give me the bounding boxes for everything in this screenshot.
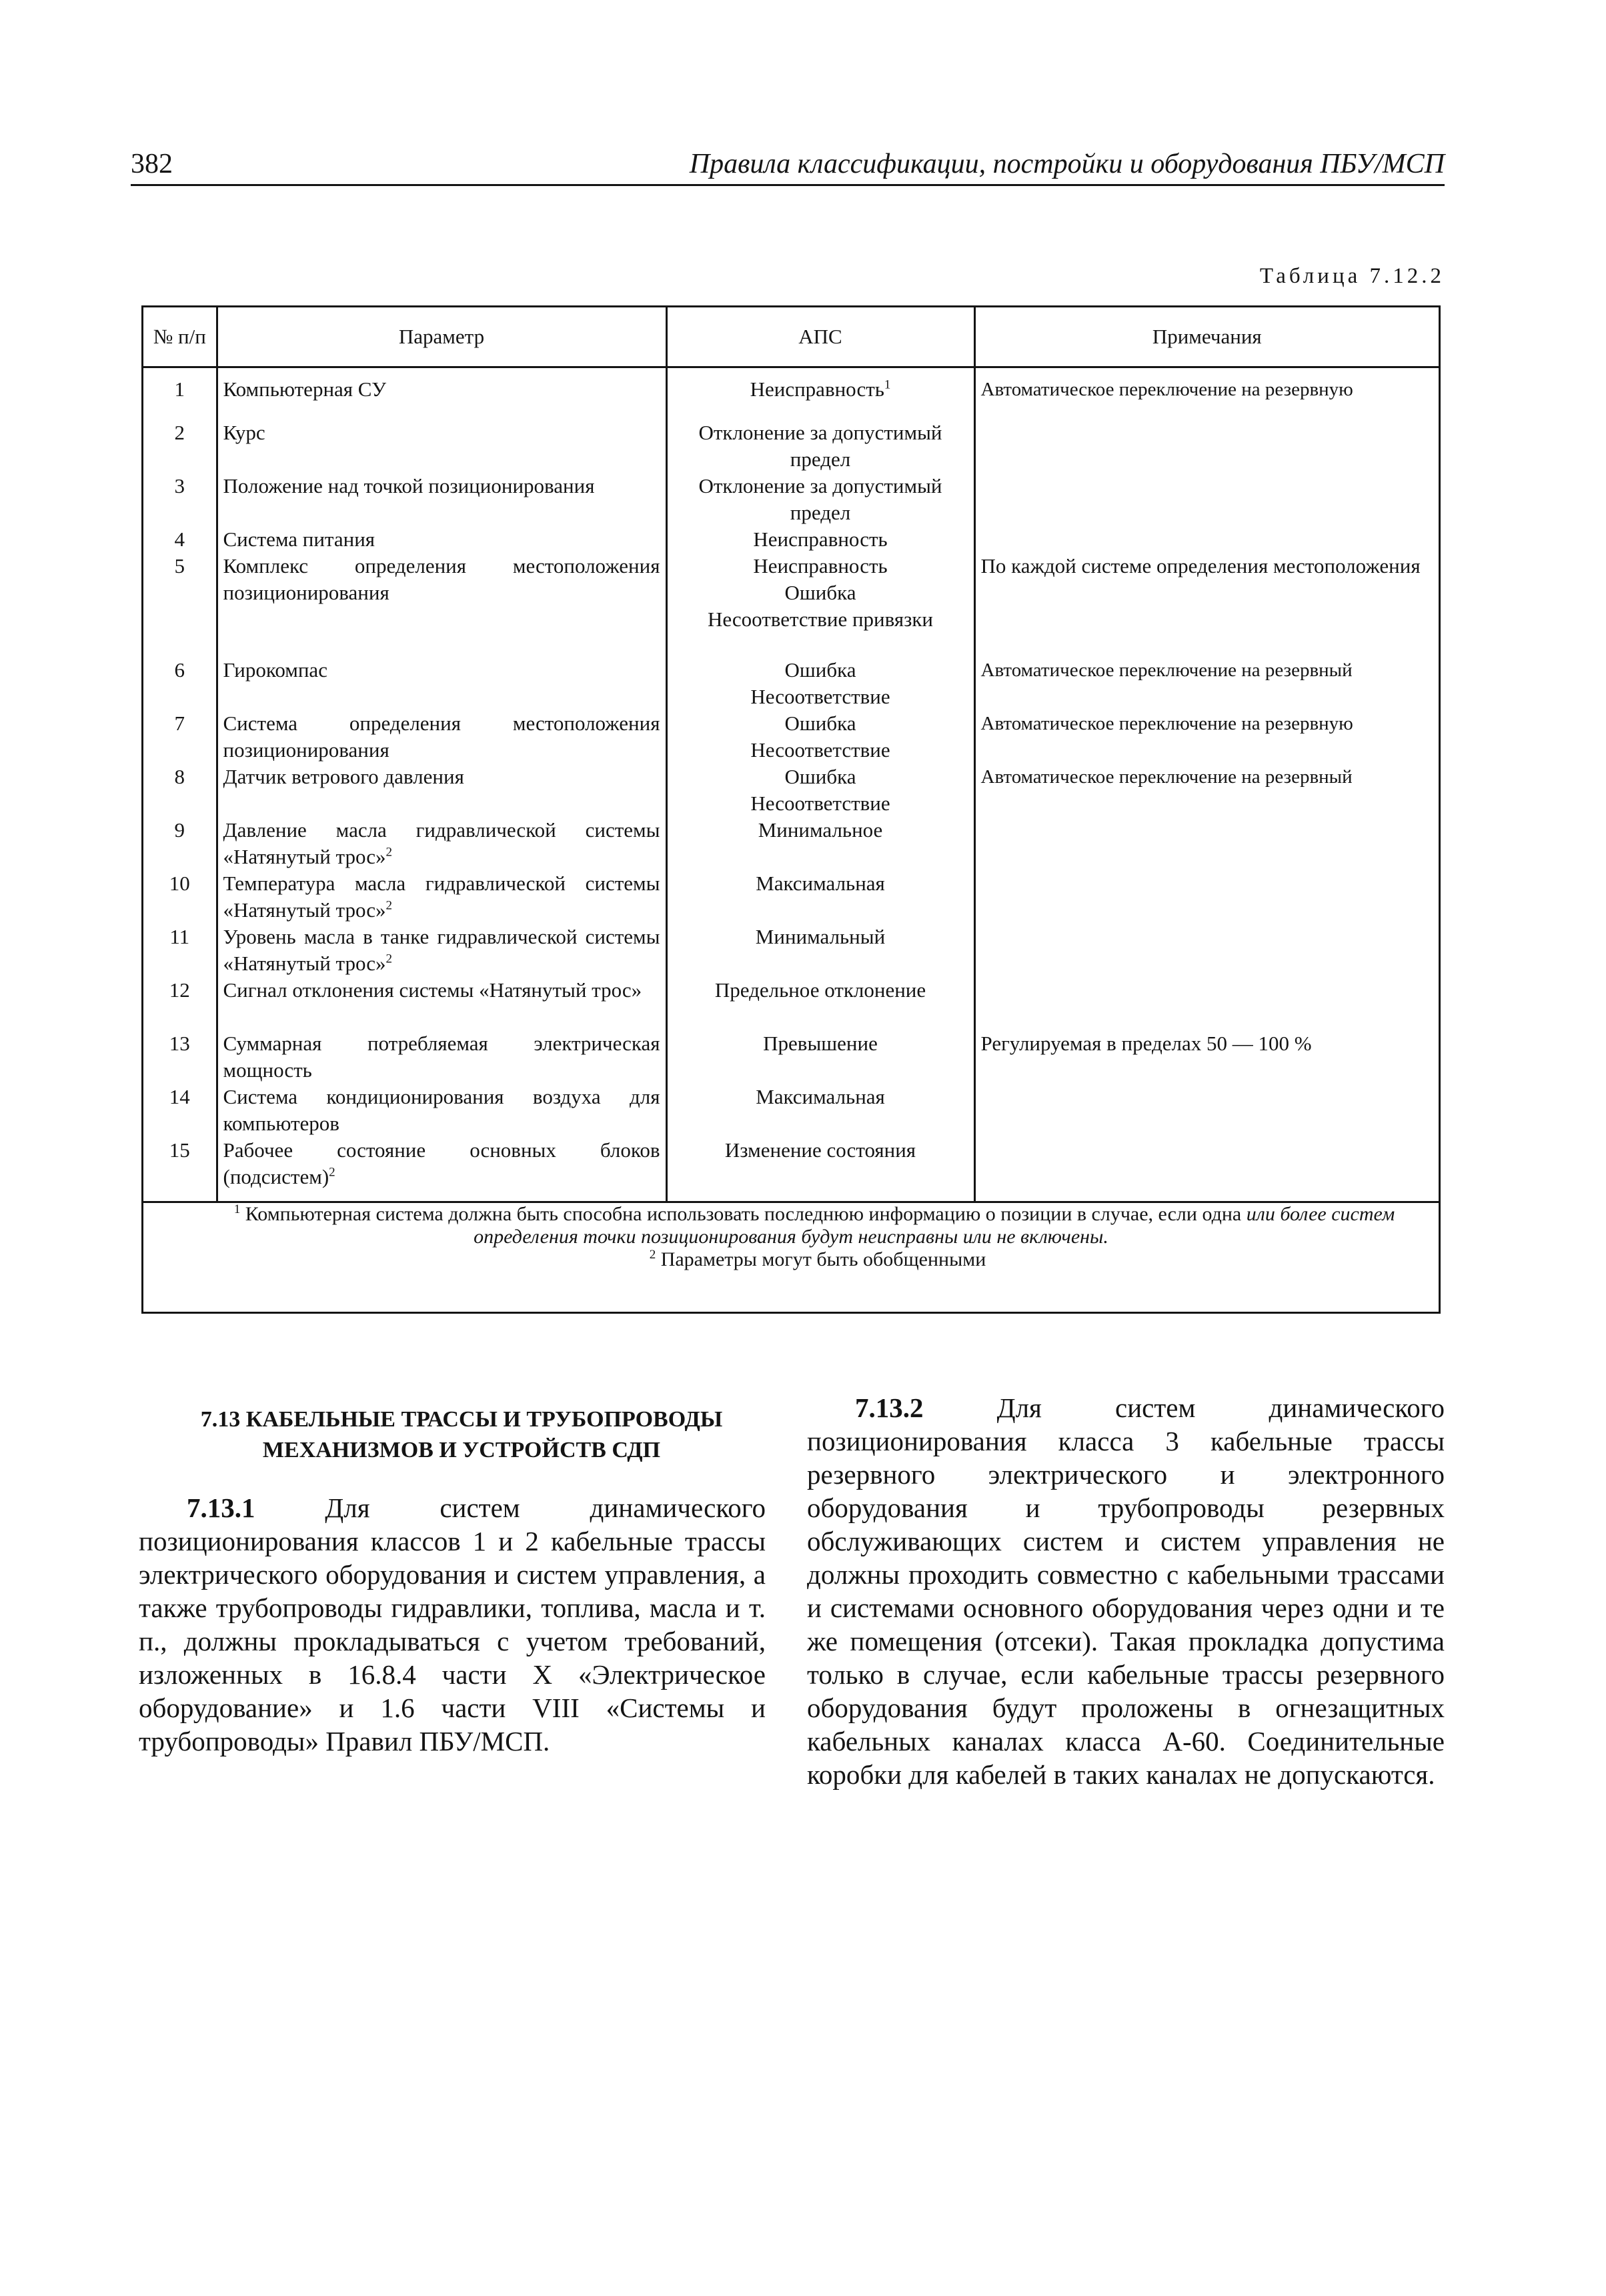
row-aps-text: Минимальный: [755, 924, 886, 948]
running-title: Правила классификации, постройки и оборудования ПБУ/МСП: [689, 149, 1445, 179]
table-header-row: [143, 307, 1439, 367]
row-aps: [666, 977, 974, 1030]
table-row: [143, 710, 1439, 764]
row-note: [974, 817, 1439, 870]
row-aps: [666, 710, 974, 764]
row-number: [143, 657, 217, 710]
row-aps: [666, 473, 974, 526]
row-note: [974, 473, 1439, 526]
footnote-ref: 2: [329, 1165, 335, 1180]
row-note: [974, 924, 1439, 977]
paragraph-7-13-2: [807, 1391, 1445, 1791]
row-number-text: 15: [169, 1138, 190, 1162]
row-number: [143, 1084, 217, 1137]
row-aps-text: Отклонение за допустимый предел: [698, 420, 942, 471]
row-parameter-text: Компьютерная СУ: [223, 377, 387, 401]
table-row: [143, 1137, 1439, 1202]
row-aps-text: Неисправность Ошибка Несоответствие привязки: [707, 553, 934, 631]
row-parameter-text: Датчик ветрового давления: [223, 764, 464, 788]
row-number-text: 12: [169, 978, 190, 1002]
row-aps: [666, 1084, 974, 1137]
row-number-text: 1: [174, 377, 185, 401]
footnote-1: [143, 1203, 1439, 1248]
page-header: [131, 148, 1445, 188]
row-aps-text: Ошибка Несоответствие: [750, 658, 890, 708]
row-aps: [666, 419, 974, 473]
right-column: [807, 1391, 1445, 1791]
row-note: [974, 870, 1439, 924]
row-aps: [666, 367, 974, 419]
row-parameter: [217, 1137, 666, 1202]
row-parameter-text: Температура масла гидравлической системы «Натянутый трос»: [223, 871, 660, 922]
row-parameter-text: Положение над точкой позиционирования: [223, 473, 595, 497]
row-number-text: 6: [174, 658, 185, 682]
row-parameter-text: Уровень масла в танке гидравлической системы «Натянутый трос»: [223, 924, 660, 975]
paragraph-7-13-2-number: 7.13.2: [855, 1392, 924, 1423]
row-aps-text: Неисправность: [750, 377, 884, 401]
row-number: [143, 473, 217, 526]
row-number-text: 13: [169, 1031, 190, 1055]
row-note-text: Автоматическое переключение на резервную: [980, 379, 1353, 400]
row-aps: [666, 1030, 974, 1084]
row-note: [974, 764, 1439, 817]
table-row: [143, 1030, 1439, 1084]
footnote-ref: 2: [385, 845, 393, 860]
row-parameter-text: Система питания: [223, 527, 375, 551]
header-aps: АПС: [666, 307, 974, 367]
row-aps-text: Превышение: [763, 1031, 878, 1055]
row-aps: [666, 553, 974, 657]
row-parameter-text: Гирокомпас: [223, 658, 327, 682]
table-body: [143, 367, 1439, 1202]
row-number-text: 7: [174, 711, 185, 735]
table-row: [143, 419, 1439, 473]
footnote-ref: 2: [385, 898, 393, 913]
row-aps: [666, 526, 974, 553]
row-aps-text: Неисправность: [753, 527, 888, 551]
row-parameter: [217, 977, 666, 1030]
row-aps-text: Изменение состояния: [724, 1138, 916, 1162]
row-aps: [666, 924, 974, 977]
row-number: [143, 1030, 217, 1084]
row-aps: [666, 657, 974, 710]
footnotes-cell: [143, 1202, 1439, 1272]
parameters-table: [141, 305, 1441, 1314]
row-number-text: 10: [169, 871, 190, 895]
row-parameter: [217, 870, 666, 924]
row-aps: [666, 817, 974, 870]
row-number-text: 4: [174, 527, 185, 551]
section-title: [175, 1404, 748, 1466]
row-parameter: [217, 710, 666, 764]
row-aps-text: Ошибка Несоответствие: [750, 764, 890, 815]
header-param: Параметр: [217, 307, 666, 367]
row-number: [143, 710, 217, 764]
footnote-ref: 2: [385, 952, 393, 966]
table-row: [143, 553, 1439, 657]
row-note: [974, 367, 1439, 419]
row-note: [974, 710, 1439, 764]
footnote-2-text: Параметры могут быть обобщенными: [660, 1248, 986, 1270]
row-aps-text: Минимальное: [758, 818, 883, 842]
row-aps-text: Ошибка Несоответствие: [750, 711, 890, 762]
row-note-text: Автоматическое переключение на резервную: [980, 712, 1353, 734]
page-number: 382: [131, 149, 173, 179]
row-parameter: [217, 473, 666, 526]
row-note-text: Автоматическое переключение на резервный: [980, 659, 1353, 681]
row-number: [143, 924, 217, 977]
row-parameter: [217, 553, 666, 657]
row-number-text: 14: [169, 1084, 190, 1108]
row-parameter: [217, 657, 666, 710]
row-parameter-text: Комплекс определения местоположения позиционирования: [223, 553, 660, 604]
row-parameter: [217, 367, 666, 419]
row-parameter-text: Рабочее состояние основных блоков (подсистем): [223, 1138, 660, 1188]
row-aps: [666, 764, 974, 817]
row-number: [143, 553, 217, 657]
row-parameter: [217, 419, 666, 473]
table-row: [143, 870, 1439, 924]
row-number-text: 9: [174, 818, 185, 842]
row-note: [974, 657, 1439, 710]
row-aps-text: Максимальная: [756, 871, 885, 895]
section-title-line-1: 7.13 КАБЕЛЬНЫЕ ТРАССЫ И ТРУБОПРОВОДЫ: [200, 1407, 723, 1432]
row-parameter-text: Система кондиционирования воздуха для компьютеров: [223, 1084, 660, 1135]
row-note: [974, 1137, 1439, 1202]
row-number: [143, 817, 217, 870]
table-row: [143, 657, 1439, 710]
row-parameter-text: Давление масла гидравлической системы «Натянутый трос»: [223, 818, 660, 868]
row-number-text: 8: [174, 764, 185, 788]
row-parameter: [217, 1030, 666, 1084]
table-row: [143, 526, 1439, 553]
table-caption: Таблица 7.12.2: [1259, 264, 1445, 288]
row-number: [143, 764, 217, 817]
table-row: [143, 1084, 1439, 1137]
parameters-table-grid: [143, 307, 1439, 1271]
row-aps: [666, 870, 974, 924]
row-aps-text: Отклонение за допустимый предел: [698, 473, 942, 524]
footnote-1-tail: или более систем определения точки позиционирования будут неисправны или не включены.: [474, 1203, 1395, 1248]
row-note: [974, 1084, 1439, 1137]
row-parameter-text: Суммарная потребляемая электрическая мощность: [223, 1031, 660, 1082]
table-row: [143, 764, 1439, 817]
row-number-text: 2: [174, 420, 185, 444]
row-parameter: [217, 526, 666, 553]
row-number: [143, 977, 217, 1030]
row-number: [143, 419, 217, 473]
header-num: № п/п: [143, 307, 217, 367]
row-parameter: [217, 764, 666, 817]
header-notes: Примечания: [974, 307, 1439, 367]
table-row: [143, 977, 1439, 1030]
paragraph-7-13-1-text: Для систем динамического позиционирования классов 1 и 2 кабельные трассы электрического оборудования и систем управления, а также трубопроводы гидравлики, топлива, масла и т. п., должны прокладываться с учетом требований, изложенных в 16.8.4 части X «Электрическое оборудование» и 1.6 части VIII «Системы и трубопроводы» Правил ПБУ/МСП.: [139, 1492, 766, 1757]
header-rule: [131, 184, 1445, 186]
table-row: [143, 367, 1439, 419]
row-note-text: Регулируемая в пределах 50 — 100 %: [980, 1031, 1312, 1055]
footnote-1-text: Компьютерная система должна быть способна использовать последнюю информацию о позиции в случае, если одна: [245, 1203, 1242, 1225]
row-number-text: 5: [174, 553, 185, 578]
row-parameter-text: Курс: [223, 420, 265, 444]
left-column: [139, 1491, 766, 1758]
row-parameter-text: Система определения местоположения позиционирования: [223, 711, 660, 762]
row-note: [974, 419, 1439, 473]
row-aps-text: Максимальная: [756, 1084, 885, 1108]
table-footnotes: [143, 1202, 1439, 1272]
row-aps: [666, 1137, 974, 1202]
row-number: [143, 870, 217, 924]
row-number: [143, 526, 217, 553]
table-row: [143, 817, 1439, 870]
footnote-2-mark: 2: [649, 1248, 656, 1262]
row-number-text: 3: [174, 473, 185, 497]
paragraph-7-13-1: [139, 1491, 766, 1758]
row-parameter-text: Сигнал отклонения системы «Натянутый трос»: [223, 978, 642, 1002]
footnote-1-mark: 1: [233, 1202, 241, 1216]
row-parameter: [217, 924, 666, 977]
row-note-text: Автоматическое переключение на резервный: [980, 766, 1353, 788]
row-number-text: 11: [169, 924, 190, 948]
paragraph-7-13-1-number: 7.13.1: [187, 1492, 255, 1523]
row-note: [974, 526, 1439, 553]
footnote-ref: 1: [884, 377, 891, 392]
footnote-2: [143, 1248, 1439, 1271]
row-parameter: [217, 817, 666, 870]
table-row: [143, 924, 1439, 977]
row-note: [974, 977, 1439, 1030]
row-aps-text: Предельное отклонение: [714, 978, 926, 1002]
paragraph-7-13-2-text: Для систем динамического позиционирования класса 3 кабельные трассы резервного электрического и электронного оборудования и трубопроводы резервных обслуживающих систем и систем управления не должны проходить совместно с кабельными трассами и системами основного оборудования через одни и те же помещения (отсеки). Такая прокладка допустима только в случае, если кабельные трассы резервного оборудования будут проложены в огнезащитных кабельных каналах класса А-60. Соединительные коробки для кабелей в таких каналах не допускаются.: [807, 1392, 1445, 1790]
row-number: [143, 367, 217, 419]
row-number: [143, 1137, 217, 1202]
row-parameter: [217, 1084, 666, 1137]
table-row: [143, 473, 1439, 526]
row-note: [974, 1030, 1439, 1084]
section-title-line-2: МЕХАНИЗМОВ И УСТРОЙСТВ СДП: [262, 1438, 661, 1462]
row-note: [974, 553, 1439, 657]
row-note-text: По каждой системе определения местоположения: [980, 553, 1421, 578]
